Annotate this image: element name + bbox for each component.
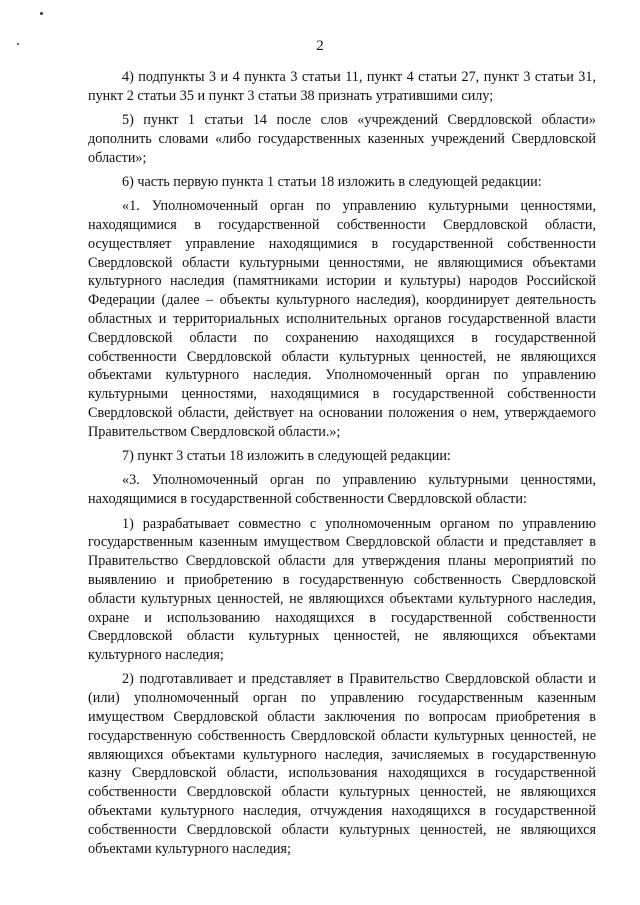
quoted-paragraph-3: «3. Уполномоченный орган по управлению культурными ценностями, находящимися в государственной собственности Свердловской области: (88, 472, 596, 508)
paragraph-item-4: 4) подпункты 3 и 4 пункта 3 статьи 11, пункт 4 статьи 27, пункт 3 статьи 31, пункт 2 статьи 35 и пункт 3 статьи 38 признать утратившими силу; (88, 69, 596, 104)
subitem-2: 2) подготавливает и представляет в Правительство Свердловской области и (или) уполномоченный орган по управлению государственным казенным имуществом Свердловской области заключения по вопросам приобретения в государственную собственность Свердловской области культурных ценностей, не являющихся объектами культурного наследия, зачисляемых в государственную казну Свердловской области, использования находящихся в государственной собственности Свердловской области культурных ценностей, не являющихся объектами культурного наследия, отчуждения находящихся в государственной собственности Свердловской области культурных ценностей, не являющихся объектами культурного наследия; (88, 671, 596, 857)
paragraph-item-5: 5) пункт 1 статьи 14 после слов «учреждений Свердловской области» дополнить словами «либо государственных казенных учреждений Свердловской области»; (88, 112, 596, 166)
quoted-paragraph-1: «1. Уполномоченный орган по управлению культурными ценностями, находящимися в государственной собственности Свердловской области, осуществляет управление находящимися в государственной собственности Свердловской области культурными ценностями, не являющимися объектами культурного наследия (памятниками истории и культуры) народов Российской Федерации (далее – объекты культурного наследия), координирует деятельность областных и территориальных исполнительных органов государственной власти Свердловской области по сохранению находящихся в государственной собственности Свердловской области культурных ценностей, не являющихся объектами культурного наследия. Уполномоченный орган по управлению культурными ценностями, находящимися в государственной собственности Свердловской области, действует на основании положения о нем, утверждаемого Правительством Свердловской области.»; (88, 198, 596, 440)
scan-speck (40, 12, 43, 15)
page-number: 2 (316, 38, 324, 54)
document-body (88, 68, 596, 864)
paragraph-item-6: 6) часть первую пункта 1 статьи 18 изложить в следующей редакции: (122, 173, 542, 190)
subitem-1: 1) разрабатывает совместно с уполномоченным органом по управлению государственным казенным имуществом Свердловской области и представляет в Правительство Свердловской области для утверждения планы мероприятий по выявлению и приобретению в государственную собственность Свердловской области культурных ценностей, не являющихся объектами культурного наследия, охране и использованию находящихся в государственной собственности Свердловской области культурных ценностей, не являющихся объектами культурного наследия; (88, 515, 596, 664)
paragraph-item-7: 7) пункт 3 статьи 18 изложить в следующей редакции: (122, 448, 451, 465)
